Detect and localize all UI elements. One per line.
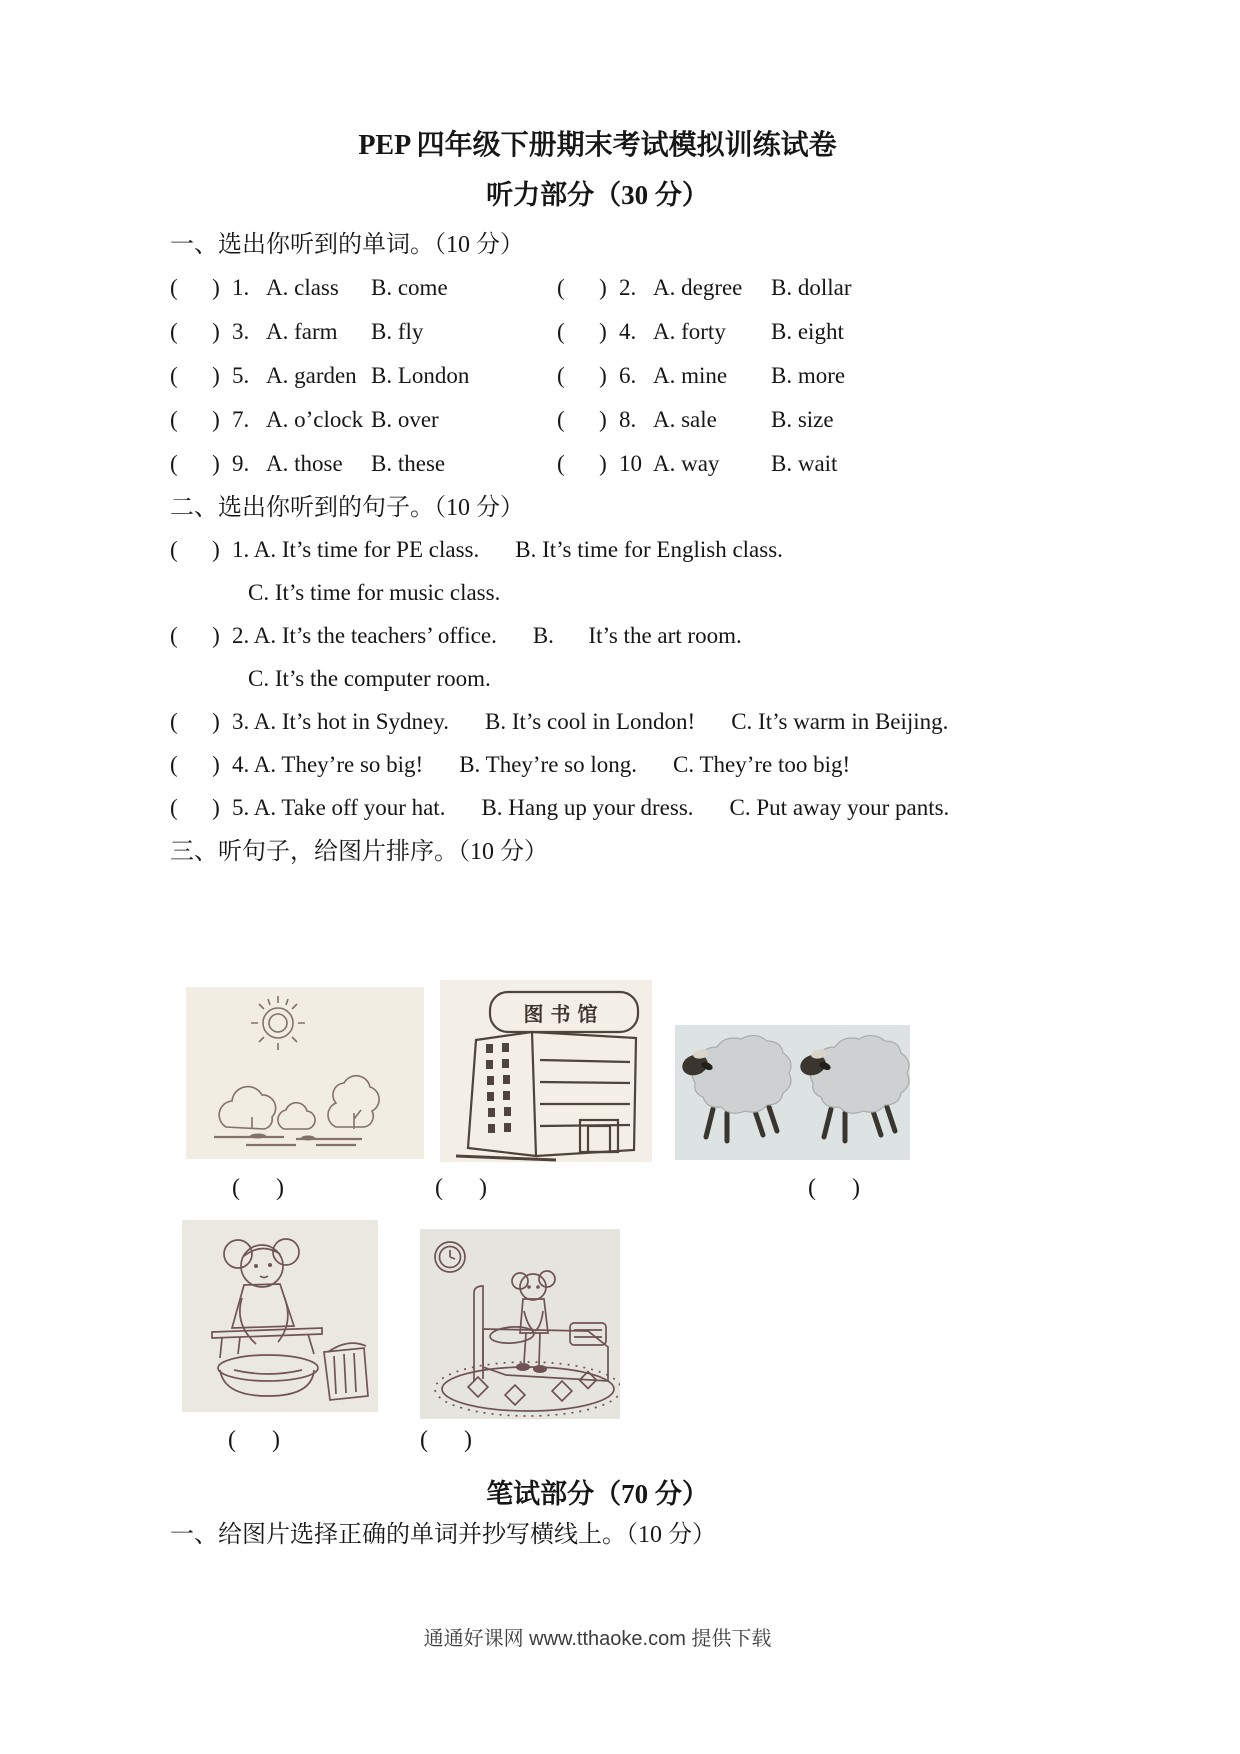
- option-text: 2. A. It’s the teachers’ office.: [232, 623, 497, 648]
- option-a: A. forty: [653, 319, 726, 344]
- washing-clothes-icon: [182, 1220, 378, 1412]
- option-text: C. They’re too big!: [673, 752, 851, 777]
- word-item-5: [170, 361, 557, 390]
- library-building-icon: [440, 980, 652, 1162]
- answer-blank: ( ): [170, 319, 220, 344]
- item-number: 1.: [232, 275, 250, 300]
- sun-and-trees-icon: [186, 987, 424, 1159]
- word-row: [170, 317, 1025, 346]
- option-text: 3. A. It’s hot in Sydney.: [232, 709, 450, 734]
- option-b: B. over: [371, 407, 439, 432]
- option-a: A. o’clock: [266, 407, 364, 432]
- option-b: B. these: [371, 451, 446, 476]
- picture-ordering-area: [170, 869, 1025, 1464]
- option-text: B. It’s time for English class.: [515, 537, 783, 562]
- answer-blank: ( ): [557, 275, 607, 300]
- answer-blank: ( ): [420, 1427, 472, 1453]
- answer-blank: ( ): [808, 1175, 860, 1201]
- sentence-item-1-cont: [170, 579, 1025, 607]
- word-item-6: [557, 361, 845, 390]
- word-row: [170, 361, 1025, 390]
- answer-blank: ( ): [170, 275, 220, 300]
- option-text: 5. A. Take off your hat.: [232, 795, 446, 820]
- sentence-item-3: [170, 708, 1025, 736]
- answer-blank: ( ): [170, 363, 220, 388]
- word-item-1: [170, 273, 557, 302]
- option-b: B. dollar: [771, 275, 852, 300]
- sentence-item-4: [170, 751, 1025, 779]
- option-a: A. mine: [653, 363, 728, 388]
- option-text: B. They’re so long.: [459, 752, 638, 777]
- option-text: C. It’s time for music class.: [248, 580, 501, 605]
- sentence-item-1: [170, 536, 1025, 564]
- answer-blank: ( ): [557, 451, 607, 476]
- item-number: 5.: [232, 363, 250, 388]
- word-item-4: [557, 317, 844, 346]
- option-a: A. farm: [266, 319, 338, 344]
- item-number: 2.: [619, 275, 637, 300]
- option-a: A. degree: [653, 275, 743, 300]
- sentence-item-2: [170, 622, 1025, 650]
- option-b: B. fly: [371, 319, 424, 344]
- option-a: A. those: [266, 451, 343, 476]
- word-item-10: [557, 449, 837, 478]
- library-sign-text: 图书馆: [523, 1004, 605, 1026]
- option-a: A. sale: [653, 407, 717, 432]
- section3-heading: 三、听句子，给图片排序。（10 分）: [170, 839, 548, 865]
- written-section-header: 笔试部分（70 分）: [486, 1479, 709, 1509]
- word-row: [170, 273, 1025, 302]
- answer-blank: ( ): [435, 1175, 487, 1201]
- word-item-8: [557, 405, 834, 434]
- picture-girl-washing-clothes: [182, 1220, 378, 1412]
- option-b: B. more: [771, 363, 846, 388]
- answer-blank: ( ): [170, 451, 220, 476]
- section2-heading: 二、选出你听到的句子。（10 分）: [170, 495, 524, 521]
- picture-library-building: [440, 980, 652, 1162]
- item-number: 3.: [232, 319, 250, 344]
- section1-heading: 一、选出你听到的单词。（10 分）: [170, 232, 524, 258]
- answer-blank: ( ): [232, 1175, 284, 1201]
- option-text: C. It’s warm in Beijing.: [731, 709, 949, 734]
- option-text: B. It’s the art room.: [532, 623, 742, 648]
- word-item-9: [170, 449, 557, 478]
- word-row: [170, 449, 1025, 478]
- option-b: B. size: [771, 407, 834, 432]
- option-b: B. eight: [771, 319, 844, 344]
- item-number: 10: [619, 451, 642, 476]
- answer-blank: ( ): [170, 623, 220, 648]
- answer-blank: ( ): [170, 752, 220, 777]
- option-text: C. Put away your pants.: [729, 795, 950, 820]
- answer-blank: ( ): [228, 1427, 280, 1453]
- sheep-icon: [675, 1025, 910, 1160]
- option-a: A. way: [653, 451, 720, 476]
- answer-blank: ( ): [170, 537, 220, 562]
- word-item-7: [170, 405, 557, 434]
- answer-blank: ( ): [170, 709, 220, 734]
- picture-sunny-park: [186, 987, 424, 1159]
- answer-blank: ( ): [557, 319, 607, 344]
- answer-blank: ( ): [557, 407, 607, 432]
- item-number: 9.: [232, 451, 250, 476]
- sentence-item-2-cont: [170, 665, 1025, 693]
- answer-blank: ( ): [557, 363, 607, 388]
- word-row: [170, 405, 1025, 434]
- option-text: 4. A. They’re so big!: [232, 752, 424, 777]
- item-number: 6.: [619, 363, 637, 388]
- option-text: 1. A. It’s time for PE class.: [232, 537, 480, 562]
- option-a: A. class: [266, 275, 339, 300]
- picture-two-sheep: [675, 1025, 910, 1160]
- answer-blank: ( ): [170, 795, 220, 820]
- sentence-item-5: [170, 794, 1025, 822]
- picture-girl-on-bed: [420, 1229, 620, 1419]
- listening-section-header: 听力部分（30 分）: [486, 180, 709, 210]
- item-number: 8.: [619, 407, 637, 432]
- item-number: 4.: [619, 319, 637, 344]
- word-item-3: [170, 317, 557, 346]
- option-b: B. London: [371, 363, 470, 388]
- written-section1-heading: 一、给图片选择正确的单词并抄写横线上。（10 分）: [170, 1522, 716, 1548]
- option-b: B. wait: [771, 451, 838, 476]
- option-a: A. garden: [266, 363, 357, 388]
- girl-on-bed-icon: [420, 1229, 620, 1419]
- page-title: PEP 四年级下册期末考试模拟训练试卷: [358, 130, 837, 161]
- option-text: C. It’s the computer room.: [248, 666, 491, 691]
- option-text: B. Hang up your dress.: [481, 795, 694, 820]
- answer-blank: ( ): [170, 407, 220, 432]
- option-text: B. It’s cool in London!: [485, 709, 696, 734]
- option-b: B. come: [371, 275, 448, 300]
- footer-credit: 通通好课网 www.tthaoke.com 提供下载: [423, 1628, 772, 1650]
- word-item-2: [557, 273, 852, 302]
- item-number: 7.: [232, 407, 250, 432]
